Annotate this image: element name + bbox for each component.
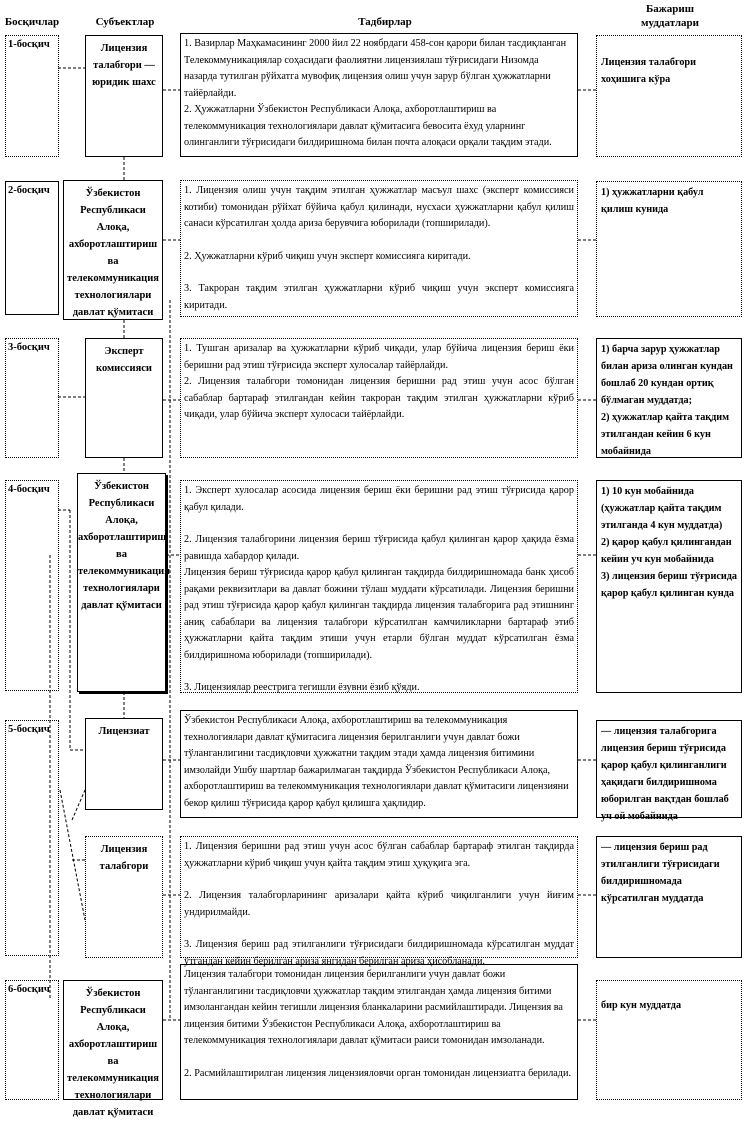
subject-5: Лицензиат	[85, 718, 163, 810]
actions-1	[180, 33, 578, 157]
header-subjects: Субъектлар	[95, 16, 155, 28]
connector	[60, 790, 85, 920]
stage-6: 6-босқич	[5, 980, 59, 1100]
stage-5: 5-босқич	[5, 720, 59, 956]
subject-1: Лицензия талабгори — юридик шахс	[85, 35, 163, 157]
stage-2: 2-босқич	[5, 181, 59, 315]
action-item: 2. Ҳужжатларни кўриб чиқиш учун эксперт комиссияга киритади.	[184, 250, 471, 262]
action-item: 1. Вазирлар Маҳкамасининг 2000 йил 22 ноябрдаги 458-сон қарори билан тасдиқланган Телекоммуникациялар соҳасидаги фаолиятни лицензиялаш тўғрисидаги Низомда назарда тутилган рўйхатга мувофиқ лицензия олиш учун зарур бўлган ҳужжатларни тайёрлайди.	[184, 38, 567, 99]
actions-6	[180, 964, 578, 1100]
term-2: 1) ҳужжатларни қабул қилиш кунида	[596, 181, 742, 317]
subject-6: Ўзбекистон Республикаси Алоқа, ахборотлаштириш ва телекоммуникация технологиялари давлат қўмитаси	[63, 980, 163, 1100]
header-terms: Бажариш муддатлари	[641, 3, 699, 29]
action-item: 1. Эксперт хулосалар асосида лицензия бериш ёки беришни рад этиш тўғрисида қарор қабул қилади.	[184, 485, 574, 513]
term-4: 1) 10 кун мобайнида (ҳужжатлар қайта тақдим этилганда 4 кун муддатда) 2) қарор қабул қилингандан кейин уч кун мобайнида 3) лицензия бериш тўғрисида қарор қабул қилинган кунда	[596, 480, 742, 693]
stage-3: 3-босқич	[5, 338, 59, 458]
term-1: Лицензия талабгори хоҳишига кўра	[596, 35, 742, 157]
action-item: 2. Лицензия талабгорларининг аризалари қайта кўриб чиқилганлиги учун йиғим ундирилмайди.	[184, 890, 574, 918]
subject-2: Ўзбекистон Республикаси Алоқа, ахборотлаштириш ва телекоммуникация технологиялари давлат қўмитаси	[63, 180, 163, 320]
connector	[72, 790, 85, 820]
action-item: Лицензия талабгори томонидан лицензия берилганлиги учун давлат божи тўланганлигини тасдиқловчи ҳужжатлар тақдим этилгандан ҳамда лицензия битими имзолангандан кейин тегишли лицензия бланкаларини расмийлаштиради. Лицензия ва лицензия битими Ўзбекистон Республикаси Алоқа, ахборотлаштириш ва телекоммуникация технологиялари давлат қўмитаси раиси томонидан имзоланади.	[184, 969, 563, 1046]
action-item: 2. Расмийлаштирилган лицензия лицензияловчи орган томонидан лицензиатга берилади.	[184, 1067, 571, 1079]
subject-3: Эксперт комиссияси	[85, 338, 163, 458]
actions-5	[180, 710, 578, 818]
term-3: 1) барча зарур ҳужжатлар билан ариза олинган кундан бошлаб 20 кундан ортиқ бўлмаган муддатда; 2) ҳужжатлар қайта тақдим этилгандан кейин 6 кун мобайнида	[596, 338, 742, 458]
action-item: 1. Тушган аризалар ва ҳужжатларни кўриб чиқади, улар бўйича лицензия бериш ёки беришни рад этиш тўғрисида эксперт хулосалар тайёрлайди.	[184, 343, 574, 371]
term-5: — лицензия талабгорига лицензия бериш тўғрисида қарор қабул қилинганлиги ҳақидаги билдиришнома юборилган вақтдан бошлаб уч ой мобайнида	[596, 720, 742, 818]
action-item: 1. Лицензия беришни рад этиш учун асос бўлган сабаблар бартараф этилган тақдирда ҳужжатларни кўриб чиқиш учун қайта тақдим этиш ҳуқуқига эга.	[184, 841, 574, 869]
stage-4: 4-босқич	[5, 480, 59, 691]
term-5b: — лицензия бериш рад этилганлиги тўғрисидаги билдиришномада кўрсатилган муддатда	[596, 836, 742, 958]
header-actions: Тадбирлар	[358, 16, 412, 28]
action-item: 3. Лицензия бериш рад этилганлиги тўғрисидаги билдиришномада кўрсатилган муддат ўтгандан кейин берилган ариза янгидан берилган ариза ҳисобланади.	[184, 939, 574, 967]
subject-4: Ўзбекистон Республикаси Алоқа, ахборотлаштириш ва телекоммуникация технологиялари давлат қўмитаси	[77, 473, 166, 692]
action-item: Ўзбекистон Республикаси Алоқа, ахборотлаштириш ва телекоммуникация технологиялари давлат қўмитасига лицензия берилганлиги учун давлат божи тўланганлигини тасдиқловчи ҳужжатни тақдим этади ҳамда лицензия битимини имзолайди Ушбу шартлар бажарилмаган тақдирда Ўзбекистон Республикаси Алоқа, ахборотлаштириш ва телекоммуникация технологиялари давлат қўмитасиги лицензияни бекор қилиш тўғрисида қарор қабул қилишга ҳақлидир.	[184, 715, 569, 809]
subject-5b: Лицензия талабгори	[85, 836, 163, 958]
actions-2	[180, 180, 578, 317]
header-stages: Босқичлар	[4, 16, 60, 28]
action-item: 3. Такроран тақдим этилган ҳужжатларни кўриб чиқиш учун эксперт комиссияга киритади.	[184, 283, 574, 311]
action-item: 2. Лицензия талабгорини лицензия бериш тўғрисида қабул қилинган қарор ҳақида ёзма равишда хабардор қилади.	[184, 534, 574, 562]
action-item: Лицензия бериш тўғрисида қарор қабул қилинган тақдирда билдиришномада банк ҳисоб рақами реквизитлари ва давлат божини тўлаш муддати кўрсатилади. Лицензия беришни рад этиш тўғрисида қарор қабул қилинган тақдирда лицензия талабгорига рад этишнинг аниқ сабаблари ва лицензия талабгори кўрсатилган камчиликларни бартараф этиб ҳужжатларни қайта тақдим этиши учун етарли бўлган муддат кўрсатилган ёзма билдиришнома юборилади (топширилади).	[184, 567, 574, 661]
actions-5b	[180, 836, 578, 967]
actions-4	[180, 480, 578, 693]
actions-3	[180, 338, 578, 458]
term-6: бир кун муддатда	[596, 980, 742, 1100]
action-item: 2. Ҳужжатларни Ўзбекистон Республикаси Алоқа, ахборотлаштириш ва телекоммуникация технологиялари давлат қўмитасига бевосита ёхуд уларнинг олинганлиги тўғрисидаги билдиришнома билан почта алоқаси орқали тақдим этади.	[184, 104, 552, 148]
stage-1: 1-босқич	[5, 35, 59, 157]
action-item: 1. Лицензия олиш учун тақдим этилган ҳужжатлар масъул шахс (эксперт комиссияси котиби) томонидан рўйхат бўйича қабул қилинади, нусхаси ҳужжатларни қабул қилиш санаси кўрсатилган ҳолда ариза берувчига юборилади (топширилади).	[184, 185, 574, 229]
action-item: 2. Лицензия талабгори томонидан лицензия беришни рад этиш учун асос бўлган сабаблар бартараф этилгандан кейин такроран тақдим этилган ҳужжатларни кўриб чиқади, улар бўйича эксперт хулосаси тайёрлайди.	[184, 376, 574, 420]
action-item: 3. Лицензиялар реестрига тегишли ёзувни ёзиб қўяди.	[184, 682, 420, 693]
